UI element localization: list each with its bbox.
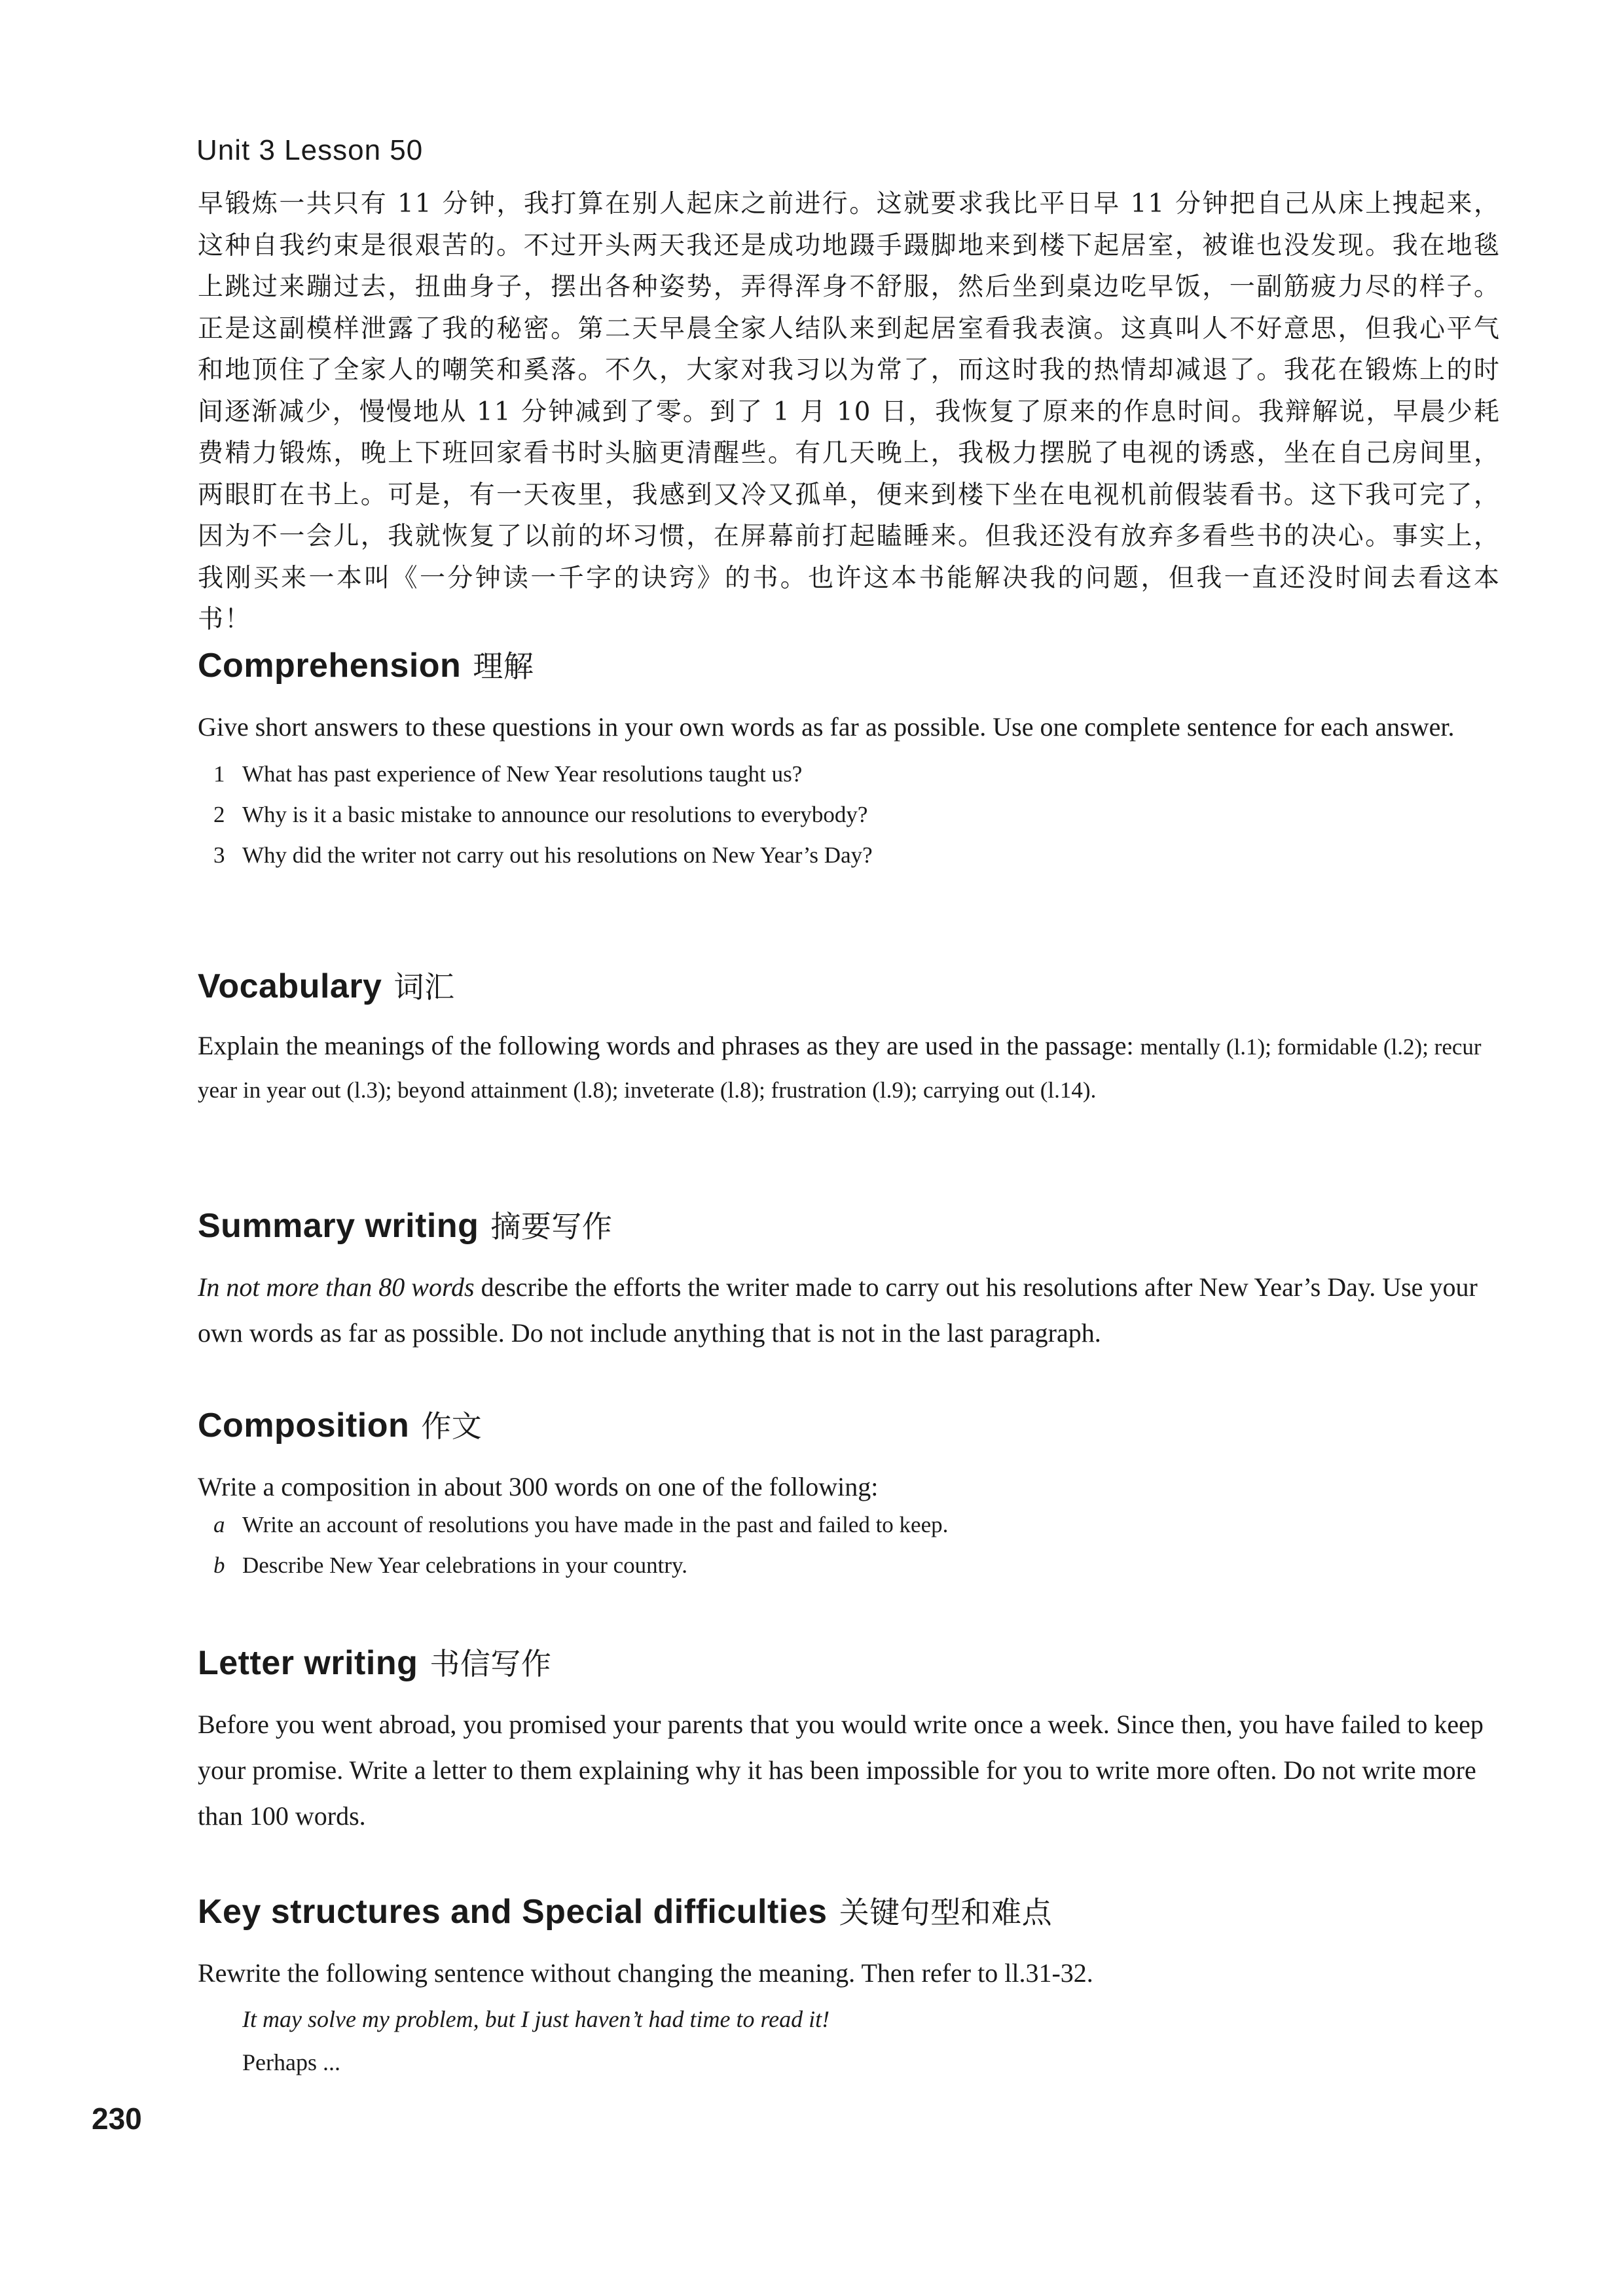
composition-section	[198, 1403, 1501, 1586]
comprehension-section	[198, 643, 1501, 876]
summary-section	[198, 1203, 1501, 1356]
letter-title-cn: 书信写作	[429, 1646, 552, 1681]
question-text: What has past experience of New Year resolutions taught us?	[242, 761, 803, 787]
letter-instructions: Before you went abroad, you promised your parents that you would write once a week. Since then, you have failed to keep your promise. Write a letter to them explaining why it has been impossible for you to write more often. Do not write more than 100 words.	[198, 1710, 1484, 1831]
question-item	[213, 795, 1501, 835]
question-text: Why did the writer not carry out his resolutions on New Year’s Day?	[242, 842, 873, 868]
option-item	[213, 1505, 1501, 1545]
summary-title-cn: 摘要写作	[490, 1209, 613, 1244]
chinese-translation-paragraph: 早锻炼一共只有 11 分钟，我打算在别人起床之前进行。这就要求我比平日早 11 分钟把自己从床上拽起来，这种自我约束是很艰苦的。不过开头两天我还是成功地蹑手蹑脚地来到楼下起居室，被谁也没发现。我在地毯上跳过来蹦过去，扭曲身子，摆出各种姿势，弄得浑身不舒服，然后坐到桌边吃早饭，一副筋疲力尽的样子。正是这副模样泄露了我的秘密。第二天早晨全家人结队来到起居室看我表演。这真叫人不好意思，但我心平气和地顶住了全家人的嘲笑和奚落。不久，大家对我习以为常了，而这时我的热情却减退了。我花在锻炼上的时间逐渐减少，慢慢地从 11 分钟减到了零。到了 1 月 10 日，我恢复了原来的作息时间。我辩解说，早晨少耗费精力锻炼，晚上下班回家看书时头脑更清醒些。有几天晚上，我极力摆脱了电视的诱惑，坐在自己房间里，两眼盯在书上。可是，有一天夜里，我感到又冷又孤单，便来到楼下坐在电视机前假装看书。这下我可完了，因为不一会儿，我就恢复了以前的坏习惯，在屏幕前打起瞌睡来。但我还没有放弃多看些书的决心。事实上，我刚买来一本叫《一分钟读一千字的诀窍》的书。也许这本书能解决我的问题，但我一直还没时间去看这本书！	[198, 189, 1501, 634]
comprehension-questions	[213, 754, 1501, 876]
key-structures-title: Key structures and Special difficulties	[198, 1893, 828, 1931]
option-item	[213, 1545, 1501, 1586]
composition-heading	[198, 1403, 1501, 1446]
vocabulary-terms: mentally (l.1); formidable (l.2); recur year in year out (l.3); beyond attainment (l.8); inveterate (l.8); frustration (l.9); carrying out (l.14).	[198, 1034, 1482, 1103]
question-item	[213, 835, 1501, 876]
example-sentence: It may solve my problem, but I just haven’t had time to read it!	[242, 2006, 830, 2032]
key-structures-instructions: Rewrite the following sentence without changing the meaning. Then refer to ll.31-32.	[198, 1958, 1093, 1988]
question-number: 1	[213, 761, 225, 787]
summary-text: describe the efforts the writer made to carry out his resolutions after New Year’s Day. Use your own words as far as possible. Do not include anything that is not in the last paragraph.	[198, 1272, 1478, 1348]
vocabulary-intro: Explain the meanings of the following words and phrases as they are used in the passage:	[198, 1031, 1134, 1060]
option-letter: b	[213, 1552, 225, 1578]
key-structures-heading	[198, 1889, 1501, 1932]
summary-word-limit: In not more than 80 words	[198, 1272, 475, 1302]
composition-instructions: Write a composition in about 300 words on one of the following:	[198, 1472, 879, 1501]
answer-start: Perhaps ...	[242, 2049, 340, 2075]
vocabulary-title: Vocabulary	[198, 967, 382, 1005]
option-letter: a	[213, 1512, 225, 1537]
composition-title-cn: 作文	[421, 1408, 483, 1444]
comprehension-instructions: Give short answers to these questions in your own words as far as possible. Use one complete sentence for each answer.	[198, 712, 1455, 742]
option-text: Write an account of resolutions you have made in the past and failed to keep.	[242, 1512, 949, 1537]
composition-options	[213, 1505, 1501, 1586]
comprehension-heading	[198, 643, 1501, 686]
comprehension-title-cn: 理解	[473, 649, 534, 684]
option-text: Describe New Year celebrations in your country.	[242, 1552, 688, 1578]
letter-section	[198, 1640, 1501, 1839]
page-number: 230	[92, 2102, 142, 2136]
vocabulary-section	[198, 963, 1501, 1111]
summary-instructions	[198, 1265, 1501, 1356]
key-structures-title-cn: 关键句型和难点	[839, 1895, 1053, 1930]
comprehension-title: Comprehension	[198, 647, 462, 685]
composition-title: Composition	[198, 1407, 410, 1444]
vocabulary-heading	[198, 963, 1501, 1007]
vocabulary-title-cn: 词汇	[393, 969, 455, 1005]
question-number: 2	[213, 802, 225, 827]
summary-heading	[198, 1203, 1501, 1246]
unit-lesson-header: Unit 3 Lesson 50	[196, 134, 424, 166]
summary-title: Summary writing	[198, 1207, 479, 1245]
vocabulary-instructions	[198, 1025, 1501, 1111]
key-structures-section	[198, 1889, 1501, 2083]
question-text: Why is it a basic mistake to announce our resolutions to everybody?	[242, 802, 868, 827]
question-item	[213, 754, 1501, 795]
question-number: 3	[213, 842, 225, 868]
letter-heading	[198, 1640, 1501, 1683]
letter-title: Letter writing	[198, 1644, 418, 1682]
